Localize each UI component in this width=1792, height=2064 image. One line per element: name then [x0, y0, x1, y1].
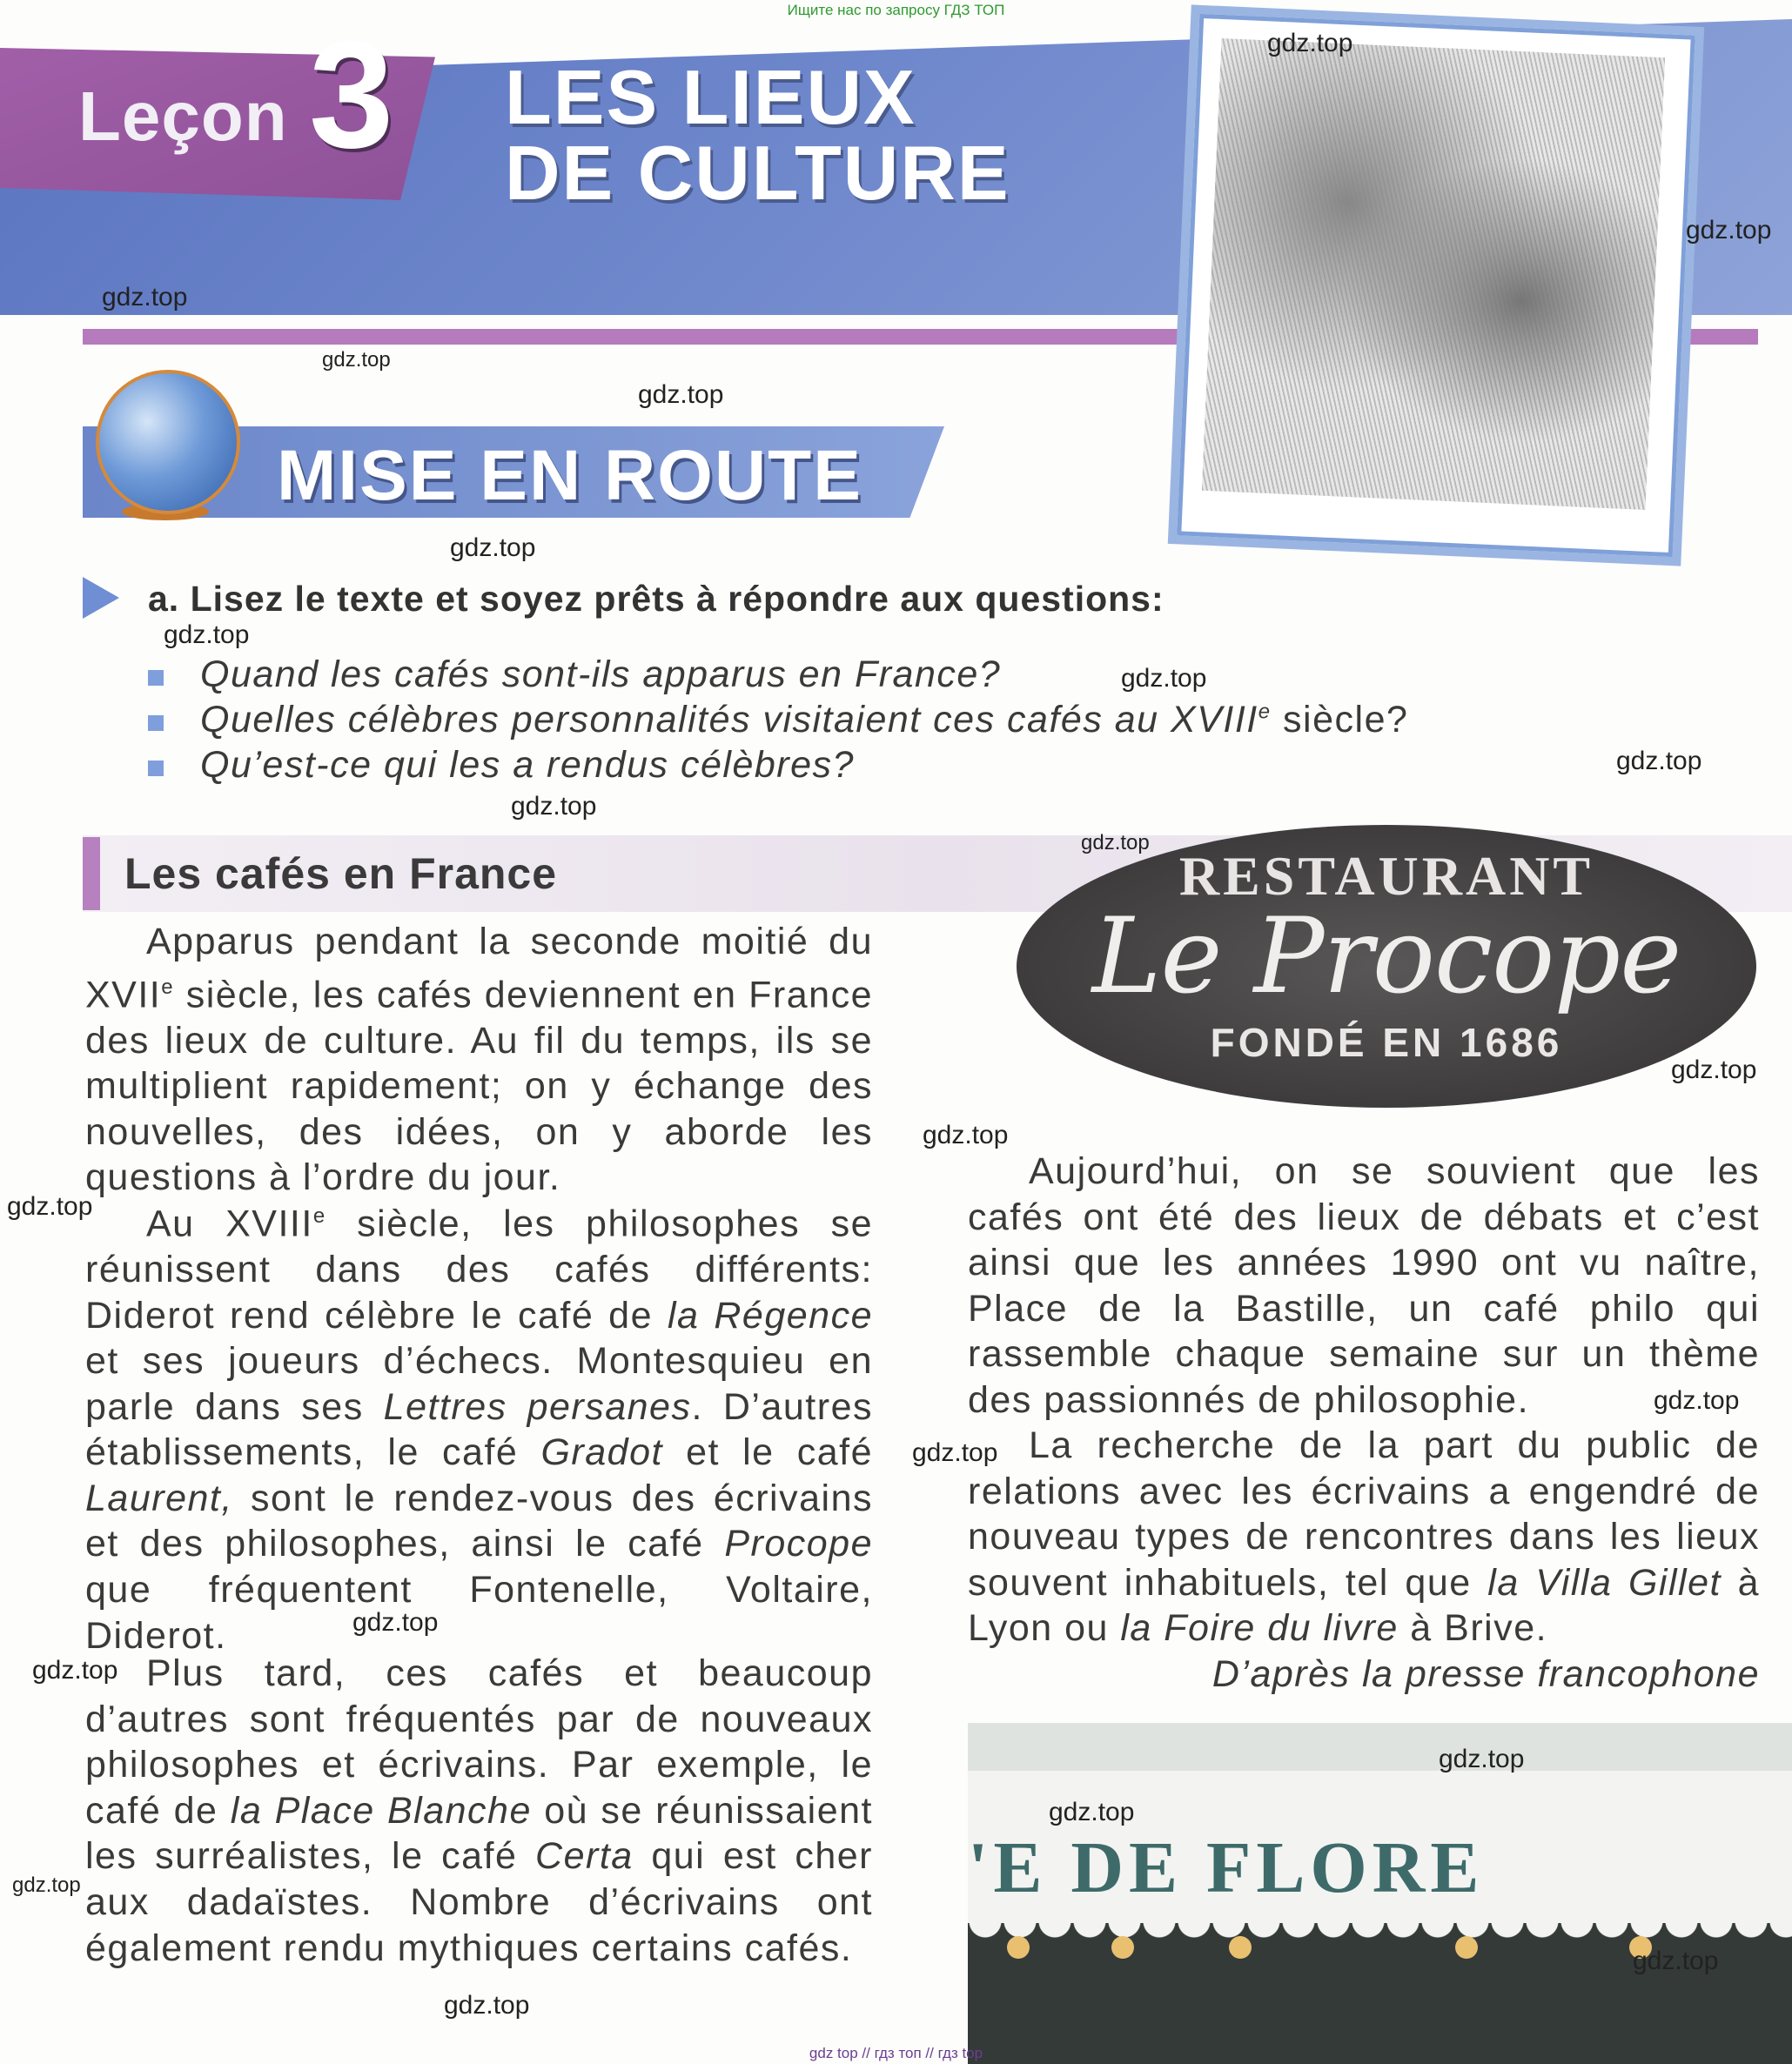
mise-en-route-title: MISE EN ROUTE — [277, 436, 862, 515]
watermark: gdz.top — [1686, 216, 1772, 245]
watermark: gdz.top — [1616, 747, 1702, 775]
watermark: gdz.top — [511, 792, 597, 821]
lesson-label: Leçon — [78, 77, 288, 155]
watermark: gdz.top — [638, 380, 724, 409]
restaurant-sign-photo — [1017, 825, 1756, 1108]
paragraph-3: Plus tard, ces cafés et beaucoup d’autres sont fréquentés par de nouveaux philosophes et écrivains. Par exemple, le café de la Place Blanche où se réunissaient les surréalistes, le café Certa qui est cher aux dadaïstes. Nombre d’écrivains ont également rendu mythiques certains cafés. — [85, 1652, 873, 1969]
paragraph-5: La recherche de la part du public de relations avec les écrivains a engendré de nouveau types de rencontres dans les lieux souvent inhabituels, tel que la Villa Gillet à Lyon ou la Foire du livre à Brive. — [968, 1424, 1760, 1650]
watermark: gdz.top — [1121, 664, 1207, 693]
watermark: gdz.top — [102, 283, 188, 312]
play-arrow-icon — [83, 577, 119, 619]
watermark: gdz.top — [1267, 29, 1353, 57]
watermark: gdz.top — [1081, 831, 1150, 854]
sign-name-text: Le Procope — [1091, 896, 1681, 1017]
awning-lettering: 'E DE FLORE — [968, 1827, 1485, 1908]
globe-icon — [96, 370, 240, 514]
watermark: gdz.top — [912, 1438, 998, 1467]
watermark: gdz.top — [1671, 1055, 1757, 1084]
question-1: Quand les cafés sont-ils apparus en France? — [200, 653, 1002, 695]
question-2: Quelles célèbres personnalités visitaient ces cafés au XVIIIe siècle? — [200, 699, 1409, 740]
square-bullet-icon — [148, 715, 164, 731]
watermark: gdz.top — [1654, 1386, 1740, 1415]
lesson-title-line2: DE CULTURE — [505, 130, 1010, 216]
lesson-title-line1: LES LIEUX — [505, 54, 916, 140]
bottom-note: gdz top // гдз топ // гдз top — [809, 2045, 983, 2061]
lamp-icon — [1007, 1936, 1030, 1959]
square-bullet-icon — [148, 761, 164, 776]
article-source: D’après la presse francophone — [1211, 1653, 1760, 1695]
engraving-picture — [1202, 38, 1665, 510]
article-heading-bar — [83, 837, 100, 910]
article-heading: Les cafés en France — [124, 849, 558, 898]
sign-restaurant-text: RESTAURANT — [1178, 845, 1594, 907]
watermark: gdz.top — [7, 1192, 93, 1221]
watermark: gdz.top — [1633, 1947, 1719, 1975]
lamp-icon — [1455, 1936, 1478, 1959]
watermark: gdz.top — [923, 1121, 1009, 1149]
watermark: gdz.top — [450, 533, 536, 562]
paragraph-4: Aujourd’hui, on se souvient que les cafés ont été des lieux de débats et c’est ainsi que les années 1990 ont vu naître, Place de la Bastille, un café philo qui rassemble chaque semaine sur un thème des passionnés de philosophie. — [968, 1150, 1760, 1421]
watermark: gdz.top — [1049, 1798, 1135, 1826]
watermark: gdz.top — [12, 1873, 81, 1897]
exercise-instruction: a. Lisez le texte et soyez prêts à répondre aux questions: — [148, 579, 1164, 619]
watermark: gdz.top — [1439, 1745, 1525, 1773]
photo-sky — [968, 1723, 1792, 1771]
lamp-icon — [1111, 1936, 1134, 1959]
top-note: Ищите нас по запросу ГДЗ ТОП — [787, 2, 1005, 18]
lamp-icon — [1229, 1936, 1252, 1959]
watermark: gdz.top — [164, 620, 250, 649]
paragraph-1: Apparus pendant la seconde moitié du XVIIe siècle, les cafés deviennent en France des lieux de culture. Au fil du temps, ils se multiplient rapidement; on y échange des nouvelles, des idées, on y aborde les questions à l’ordre du jour. — [85, 921, 873, 1199]
watermark: gdz.top — [352, 1608, 439, 1637]
watermark: gdz.top — [444, 1991, 530, 2020]
question-3: Qu’est-ce qui les a rendus célèbres? — [200, 744, 855, 786]
awning-scallops — [968, 1921, 1792, 1942]
lesson-number: 3 — [309, 10, 394, 180]
watermark: gdz.top — [322, 348, 391, 372]
square-bullet-icon — [148, 670, 164, 686]
paragraph-2: Au XVIIIe siècle, les philosophes se réunissent dans des cafés différents: Diderot rend célèbre le café de la Régence et ses joueurs d’échecs. Montesquieu en parle dans ses Lettres persanes. D’autres établissements, le café Gradot et le café Laurent, sont le rendez-vous des écrivains et des philosophes, ainsi le café Procope que fréquentent Fontenelle, Voltaire, Diderot. — [85, 1203, 874, 1657]
sign-founded-text: FONDÉ EN 1686 — [1210, 1020, 1563, 1065]
cafe-de-flore-photo — [968, 1723, 1792, 2064]
watermark: gdz.top — [32, 1656, 118, 1685]
